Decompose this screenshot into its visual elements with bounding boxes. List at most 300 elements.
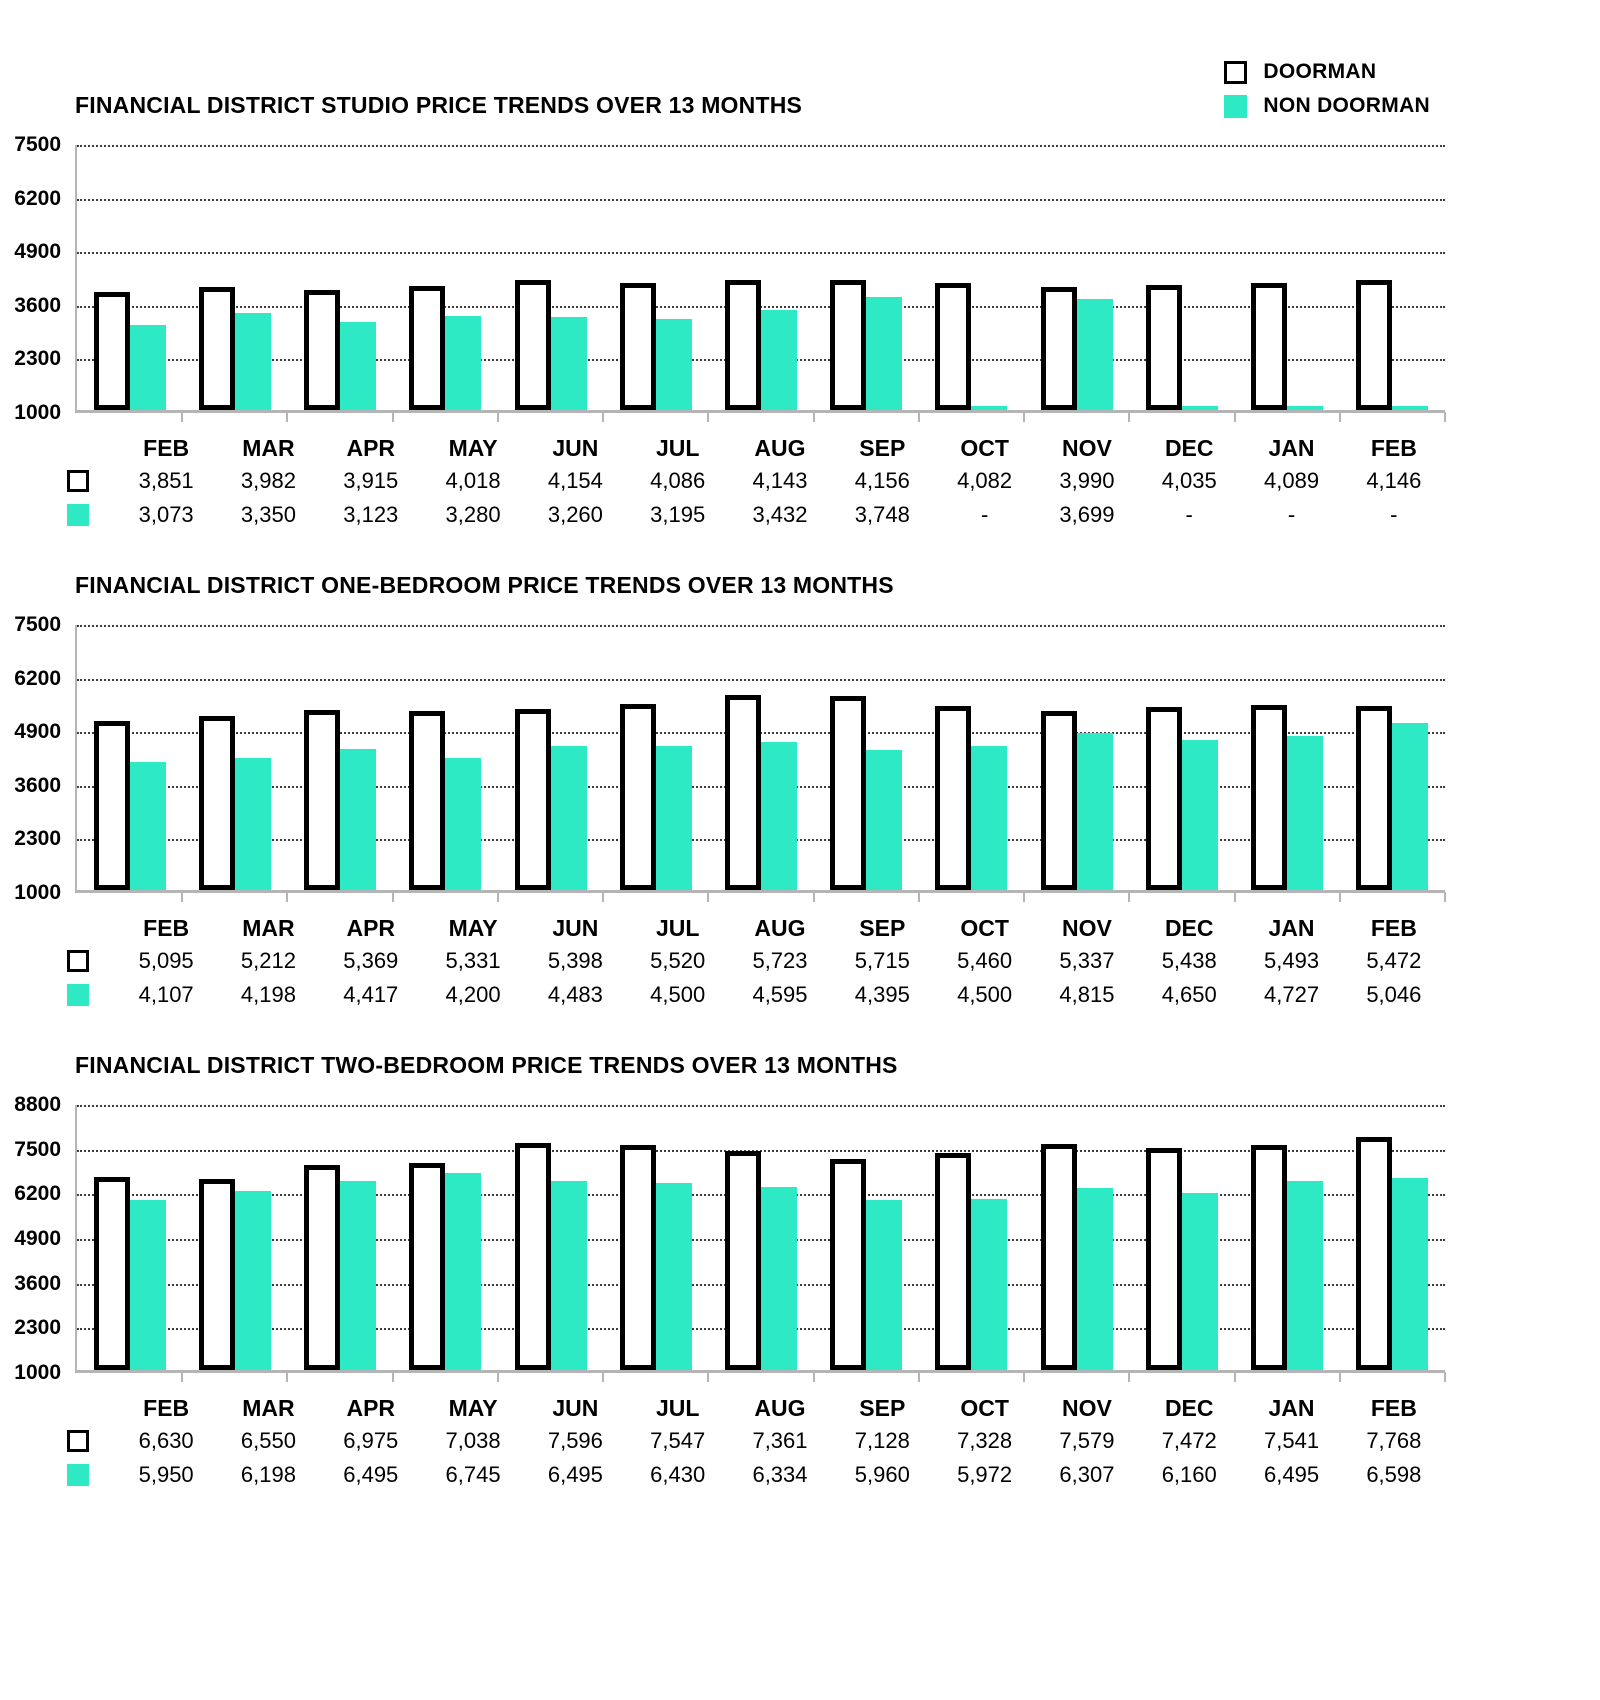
month-label: JUL [655,1395,700,1421]
x-axis-tick [918,1372,920,1382]
non-doorman-bar [235,758,271,890]
y-axis-tick-label: 7500 [14,1137,61,1161]
x-axis-tick [1234,412,1236,422]
bar-group [708,625,813,890]
month-label: APR [346,915,396,941]
month-label: JUN [552,915,599,941]
doorman-bar [409,711,445,890]
y-axis-tick-label: 6200 [14,666,61,690]
doorman-value: 5,337 [1059,948,1115,973]
bar-group [1235,145,1340,410]
y-axis-tick-label: 1000 [14,1361,61,1384]
doorman-bar [830,1159,866,1370]
x-axis-tick [1339,412,1341,422]
doorman-value: 7,361 [752,1428,808,1453]
month-label: JAN [1268,1395,1315,1421]
non-doorman-bar [1392,1178,1428,1370]
month-label: JAN [1268,435,1315,461]
x-axis-tick [497,412,499,422]
non-doorman-bar [551,746,587,890]
non-doorman-bar [1392,406,1428,410]
bar-group [919,145,1024,410]
doorman-value: 4,143 [752,468,808,493]
non-doorman-bar [130,762,166,890]
non-doorman-value: - [980,502,989,527]
month-label: DEC [1164,1395,1214,1421]
bar-group [498,625,603,890]
non-doorman-value: 3,432 [752,502,808,527]
bar-group [1129,145,1234,410]
doorman-value: 7,541 [1264,1428,1320,1453]
y-axis-tick-label: 3600 [14,773,61,797]
month-label: FEB [143,915,190,941]
non-doorman-bar [445,316,481,410]
bar-group [393,625,498,890]
non-doorman-bar [130,325,166,410]
plot-row [0,133,1445,424]
doorman-bar [304,1165,340,1370]
month-label: NOV [1061,1395,1112,1421]
non-doorman-value: 4,815 [1059,982,1115,1007]
doorman-value: 5,331 [445,948,501,973]
doorman-bar [725,280,761,410]
non-doorman-bar [656,1183,692,1370]
x-axis-tick [1444,412,1446,422]
non-doorman-value: 5,972 [957,1462,1013,1487]
doorman-row-swatch-icon [67,950,89,972]
month-label: AUG [754,915,806,941]
doorman-bar [1251,705,1287,890]
bar-group [287,1105,392,1370]
doorman-bar [94,1177,130,1370]
y-axis-tick-label: 2300 [14,1316,61,1340]
non-doorman-value: 5,960 [854,1462,910,1487]
doorman-bar [935,706,971,890]
x-axis-tick [1339,1372,1341,1382]
doorman-values-row [40,464,1445,498]
non-doorman-bar [971,406,1007,410]
doorman-value: 6,630 [138,1428,194,1453]
doorman-row-swatch-icon [67,1430,89,1452]
doorman-bar [1146,1148,1182,1370]
non-doorman-value: 4,417 [343,982,399,1007]
x-axis-tick [497,1372,499,1382]
non-doorman-bar [761,742,797,890]
month-label: JUN [552,435,599,461]
non-doorman-row-swatch-icon [67,984,89,1006]
non-doorman-bar [235,313,271,410]
doorman-value: 7,128 [854,1428,910,1453]
y-axis [0,613,75,904]
y-axis-tick-label: 4900 [14,1227,61,1250]
month-label: OCT [960,915,1009,941]
month-label: FEB [143,1395,190,1421]
plot-area [75,625,1445,893]
non-doorman-value: 3,748 [854,502,910,527]
month-label: FEB [1370,1395,1417,1421]
data-table [40,909,1445,1012]
non-doorman-value: - [1390,502,1398,527]
x-axis-tick [1128,892,1130,902]
month-label: DEC [1164,915,1214,941]
doorman-bar [1356,280,1392,410]
doorman-bar [725,1151,761,1370]
chart-section-two-bedroom [0,1052,1600,1492]
bar-group [1340,625,1445,890]
non-doorman-value: 6,160 [1161,1462,1217,1487]
y-axis-tick-label: 7500 [14,613,61,636]
doorman-bar [620,1145,656,1370]
doorman-value: 5,095 [138,948,194,973]
doorman-bar [304,290,340,410]
doorman-bar [515,280,551,410]
x-axis-tick [1023,892,1025,902]
doorman-value: 6,975 [343,1428,399,1453]
non-doorman-value: 6,334 [752,1462,808,1487]
non-doorman-value: 4,107 [138,982,194,1007]
bar-group [1340,145,1445,410]
non-doorman-bar [1392,723,1428,890]
doorman-value: 7,038 [445,1428,501,1453]
non-doorman-value: - [1185,502,1193,527]
bar-group [287,145,392,410]
non-doorman-value: 4,727 [1264,982,1320,1007]
doorman-bar [1146,285,1182,410]
non-doorman-bar [866,750,902,890]
x-axis-tick [602,1372,604,1382]
doorman-value: 4,035 [1161,468,1217,493]
non-doorman-value: 6,598 [1366,1462,1422,1487]
doorman-row-swatch-icon [67,470,89,492]
x-axis-tick [181,892,183,902]
y-axis-tick-label: 4900 [14,720,61,744]
non-doorman-bar [656,319,692,410]
doorman-value: 5,472 [1366,948,1422,973]
month-label: FEB [1370,915,1417,941]
y-axis-tick-label: 4900 [14,240,61,264]
x-axis-tick [813,412,815,422]
bar-group [77,625,182,890]
x-axis-tick [1234,892,1236,902]
non-doorman-value: 6,745 [445,1462,501,1487]
non-doorman-value: 3,260 [547,502,603,527]
month-label: FEB [143,435,190,461]
non-doorman-bar [1287,406,1323,410]
x-axis-tick [1023,1372,1025,1382]
doorman-bar [725,695,761,890]
non-doorman-value: - [1287,502,1296,527]
non-doorman-bar [551,317,587,410]
month-label: MAY [448,435,498,461]
doorman-value: 5,715 [854,948,910,973]
non-doorman-bar [866,1200,902,1370]
x-axis-tick [1023,412,1025,422]
doorman-bar [515,1143,551,1370]
month-label: MAR [242,915,295,941]
bar-group [1024,145,1129,410]
bar-group [919,1105,1024,1370]
non-doorman-value: 4,500 [957,982,1013,1007]
non-doorman-value: 3,123 [343,502,399,527]
non-doorman-value: 3,699 [1059,502,1115,527]
doorman-value: 4,018 [445,468,501,493]
bar-group [1024,625,1129,890]
doorman-values-row [40,944,1445,978]
x-axis-tick [602,892,604,902]
doorman-value: 5,723 [752,948,808,973]
non-doorman-bar [1077,299,1113,410]
doorman-value: 4,082 [957,468,1013,493]
doorman-value: 7,596 [547,1428,603,1453]
non-doorman-bar [235,1191,271,1370]
bar-group [603,1105,708,1370]
x-axis-tick [813,1372,815,1382]
doorman-bar [94,292,130,410]
bar-group [1129,1105,1234,1370]
plot-row [0,1093,1445,1384]
non-doorman-value: 6,495 [1264,1462,1320,1487]
y-axis-tick-label: 1000 [14,881,61,904]
bar-group [1235,625,1340,890]
y-axis [0,1093,75,1384]
doorman-value: 3,915 [343,468,399,493]
doorman-bar [1356,1137,1392,1370]
data-table [40,429,1445,532]
non-doorman-bar [340,749,376,890]
doorman-bar [830,696,866,890]
y-axis-tick-label: 7500 [14,133,61,156]
non-doorman-bar [1182,1193,1218,1370]
non-doorman-bar [130,1200,166,1370]
doorman-value: 5,438 [1161,948,1217,973]
non-doorman-value: 3,350 [240,502,296,527]
x-axis-tick [602,412,604,422]
bar-group [182,145,287,410]
doorman-bar [1251,1145,1287,1370]
doorman-value: 4,154 [547,468,603,493]
doorman-value: 7,579 [1059,1428,1115,1453]
doorman-bar [1146,707,1182,890]
chart-title: FINANCIAL DISTRICT ONE-BEDROOM PRICE TRENDS OVER 13 MONTHS [75,572,894,598]
non-doorman-bar [656,746,692,890]
non-doorman-value: 6,495 [547,1462,603,1487]
non-doorman-value: 5,046 [1366,982,1422,1007]
doorman-bar [935,1153,971,1370]
non-doorman-value: 3,073 [138,502,194,527]
non-doorman-value: 6,430 [650,1462,706,1487]
month-label: OCT [960,1395,1009,1421]
bar-group [393,145,498,410]
chart-section-studio [0,92,1600,532]
doorman-value: 4,146 [1366,468,1422,493]
non-doorman-row-swatch-icon [67,1464,89,1486]
bar-group [708,145,813,410]
doorman-bar [1356,706,1392,890]
month-label: NOV [1061,435,1112,461]
month-label: APR [346,1395,396,1421]
non-doorman-bar [1287,1181,1323,1370]
doorman-bar [304,710,340,890]
doorman-value: 5,460 [957,948,1013,973]
x-axis-tick [813,892,815,902]
bar-group [814,145,919,410]
month-label: JAN [1268,915,1315,941]
non-doorman-bar [866,297,902,410]
non-doorman-value: 4,595 [752,982,808,1007]
non-doorman-legend-swatch-icon [1224,95,1247,118]
doorman-values-row [40,1424,1445,1458]
non-doorman-row-swatch-icon [67,504,89,526]
non-doorman-value: 6,198 [240,1462,296,1487]
chart-title: FINANCIAL DISTRICT STUDIO PRICE TRENDS OVER 13 MONTHS [75,92,803,118]
bar-group [182,1105,287,1370]
bar-group [393,1105,498,1370]
doorman-value: 5,493 [1264,948,1320,973]
legend-item-doorman [1224,60,1430,84]
x-axis-tick [1339,892,1341,902]
bar-group [708,1105,813,1370]
bar-group [814,625,919,890]
x-axis-tick [392,412,394,422]
non-doorman-value: 6,307 [1059,1462,1115,1487]
y-axis-tick-label: 3600 [14,293,61,317]
doorman-value: 3,982 [240,468,296,493]
non-doorman-value: 6,495 [343,1462,399,1487]
non-doorman-bar [761,1187,797,1370]
non-doorman-bar [340,1181,376,1370]
doorman-value: 7,328 [957,1428,1013,1453]
month-label: SEP [859,915,906,941]
doorman-legend-swatch-icon [1224,61,1247,84]
y-axis [0,133,75,424]
month-label: NOV [1061,915,1112,941]
doorman-bar [1041,711,1077,890]
non-doorman-value: 4,198 [240,982,296,1007]
month-label: SEP [859,435,906,461]
doorman-value: 5,398 [547,948,603,973]
month-label: MAR [242,435,295,461]
doorman-value: 3,851 [138,468,194,493]
non-doorman-value: 4,395 [854,982,910,1007]
non-doorman-value: 4,483 [547,982,603,1007]
doorman-bar [830,280,866,410]
doorman-legend-label: DOORMAN [1263,60,1377,83]
doorman-value: 4,089 [1264,468,1320,493]
month-label: APR [346,435,396,461]
non-doorman-bar [761,310,797,410]
x-axis-tick [1128,412,1130,422]
non-doorman-bar [445,1173,481,1370]
y-axis-tick-label: 6200 [14,186,61,210]
doorman-value: 3,990 [1059,468,1115,493]
y-axis-tick-label: 2300 [14,827,61,851]
x-axis-tick [707,412,709,422]
bar-group [77,1105,182,1370]
plot-area [75,145,1445,413]
doorman-value: 4,156 [854,468,910,493]
bar-group [919,625,1024,890]
non-doorman-bar [445,758,481,890]
month-label: FEB [1370,435,1417,461]
x-axis-tick [181,412,183,422]
doorman-value: 5,520 [650,948,706,973]
month-labels-row [40,1389,1445,1424]
data-table [40,1389,1445,1492]
bar-group [498,1105,603,1370]
month-label: AUG [754,1395,806,1421]
chart-title: FINANCIAL DISTRICT TWO-BEDROOM PRICE TRENDS OVER 13 MONTHS [75,1052,898,1078]
month-label: MAR [242,1395,295,1421]
x-axis-tick [1128,1372,1130,1382]
month-label: JUN [552,1395,599,1421]
doorman-bar [620,704,656,890]
bar-group [77,145,182,410]
non-doorman-bar [1077,1188,1113,1370]
month-label: OCT [960,435,1009,461]
x-axis-tick [286,412,288,422]
bar-group [603,145,708,410]
non-doorman-bar [551,1181,587,1370]
doorman-bar [1041,1144,1077,1370]
month-labels-row [40,429,1445,464]
doorman-value: 5,369 [343,948,399,973]
month-label: AUG [754,435,806,461]
bar-group [287,625,392,890]
x-axis-tick [918,892,920,902]
doorman-bar [94,721,130,890]
x-axis-tick [286,892,288,902]
doorman-value: 6,550 [240,1428,296,1453]
non-doorman-value: 4,200 [445,982,501,1007]
doorman-bar [620,283,656,410]
x-axis-tick [181,1372,183,1382]
y-axis-tick-label: 6200 [14,1182,61,1206]
non-doorman-value: 5,950 [138,1462,194,1487]
x-axis-tick [392,1372,394,1382]
month-label: JUL [655,915,700,941]
plot-area [75,1105,1445,1373]
non-doorman-bar [1287,736,1323,890]
month-labels-row [40,909,1445,944]
month-label: JUL [655,435,700,461]
doorman-value: 7,547 [650,1428,706,1453]
bar-group [1340,1105,1445,1370]
non-doorman-bar [971,1199,1007,1370]
month-label: MAY [448,915,498,941]
doorman-bar [199,716,235,890]
non-doorman-values-row [40,498,1445,532]
non-doorman-value: 4,650 [1161,982,1217,1007]
x-axis-tick [1444,1372,1446,1382]
y-axis-tick-label: 8800 [14,1093,61,1116]
non-doorman-bar [1182,740,1218,890]
non-doorman-value: 3,280 [445,502,501,527]
month-label: SEP [859,1395,906,1421]
x-axis-tick [918,412,920,422]
x-axis-tick [286,1372,288,1382]
legend [1224,60,1430,118]
doorman-bar [409,1163,445,1370]
doorman-value: 5,212 [240,948,296,973]
month-label: DEC [1164,435,1214,461]
doorman-bar [199,1179,235,1370]
x-axis-tick [392,892,394,902]
non-doorman-bar [1077,733,1113,890]
chart-section-one-bedroom [0,572,1600,1012]
bar-group [1235,1105,1340,1370]
bar-group [1129,625,1234,890]
doorman-value: 4,086 [650,468,706,493]
